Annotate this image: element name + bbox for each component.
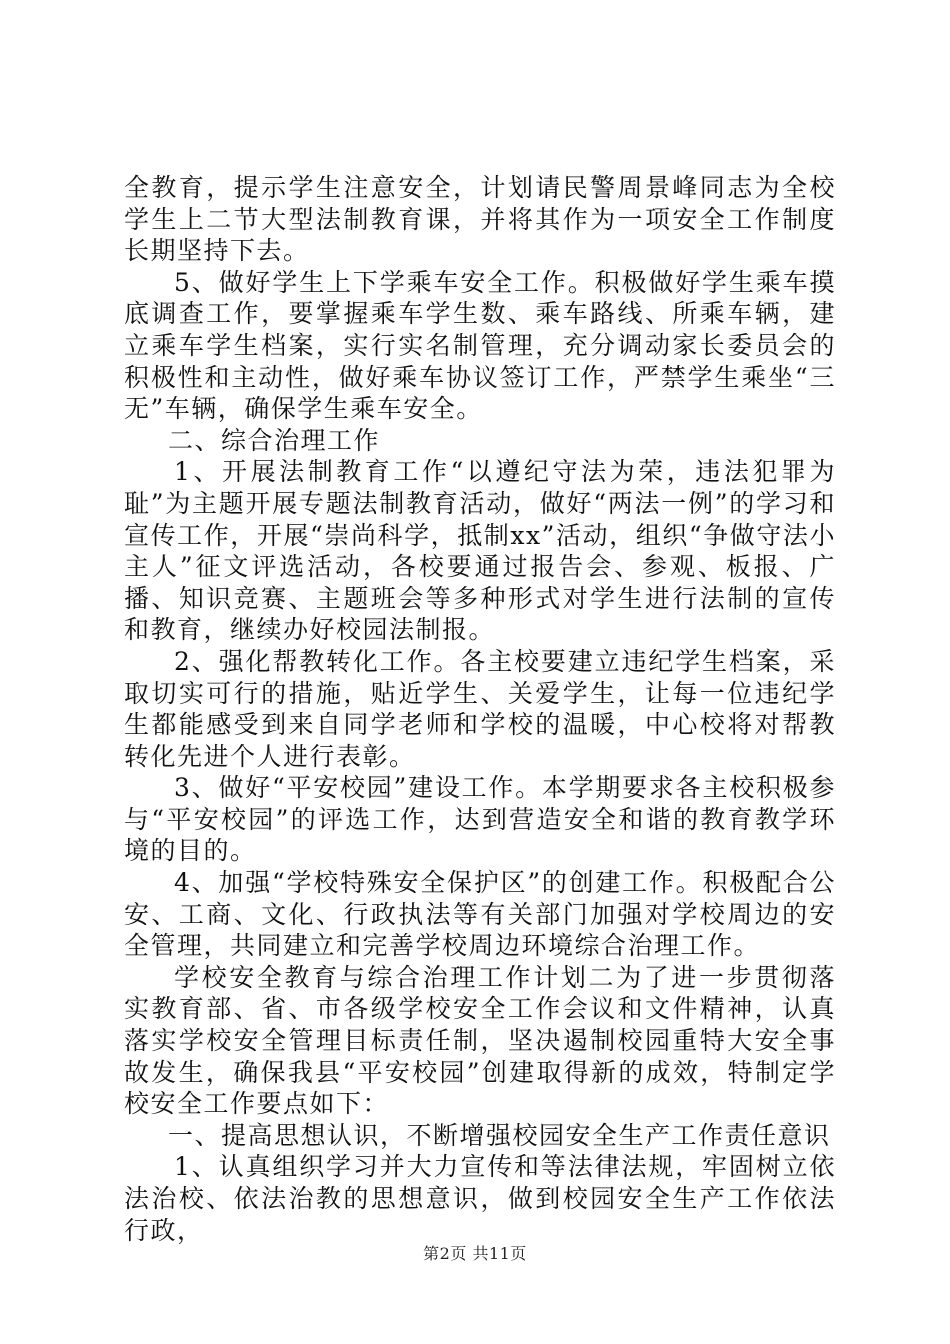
paragraph-item-2-assistance-transformation: 2、强化帮教转化工作。各主校要建立违纪学生档案，采取切实可行的措施，贴近学生、关爱学生，让每一位违纪学生都能感受到来自同学老师和学校的温暖，中心校将对帮教转化先进个人进行表彰。 [124, 646, 836, 771]
section-heading-comprehensive-governance: 二、综合治理工作 [168, 425, 381, 455]
paragraph-item-4-protection-zone: 4、加强“学校特殊安全保护区”的创建工作。积极配合公安、工商、文化、行政执法等有关部门加强对学校周边的安全管理，共同建立和完善学校周边环境综合治理工作。 [124, 868, 836, 961]
paragraph-item-3-safe-campus: 3、做好“平安校园”建设工作。本学期要求各主校积极参与“平安校园”的评选工作，达到营造安全和谐的教育教学环境的目的。 [124, 773, 836, 866]
paragraph-item-5-bus-safety: 5、做好学生上下学乘车安全工作。积极做好学生乘车摸底调查工作，要掌握乘车学生数、乘车路线、所乘车辆，建立乘车学生档案，实行实名制管理，充分调动家长委员会的积极性和主动性，做好乘车协议签订工作，严禁学生乘坐“三无”车辆，确保学生乘车安全。 [124, 267, 836, 424]
section-heading-awareness: 一、提高思想认识，不断增强校园安全生产工作责任意识 [168, 1120, 831, 1150]
paragraph-continuation: 全教育，提示学生注意安全，计划请民警周景峰同志为全校学生上二节大型法制教育课，并将其作为一项安全工作制度长期坚持下去。 [124, 173, 836, 266]
paragraph-plan-two-intro: 学校安全教育与综合治理工作计划二为了进一步贯彻落实教育部、省、市各级学校安全工作会议和文件精神，认真落实学校安全管理目标责任制，坚决遏制校园重特大安全事故发生，确保我县“平安校园”创建取得新的成效，特制定学校安全工作要点如下： [124, 962, 836, 1119]
document-body [124, 172, 836, 1246]
paragraph-item-1-study-laws: 1、认真组织学习并大力宣传和等法律法规，牢固树立依法治校、依法治教的思想意识，做到校园安全生产工作依法行政， [124, 1152, 836, 1245]
page-footer: 第2页 共11页 [423, 1244, 527, 1263]
paragraph-item-1-legal-education: 1、开展法制教育工作“以遵纪守法为荣，违法犯罪为耻”为主题开展专题法制教育活动，做好“两法一例”的学习和宣传工作，开展“崇尚科学，抵制xx”活动，组织“争做守法小主人”征文评选活动，各校要通过报告会、参观、板报、广播、知识竞赛、主题班会等多种形式对学生进行法制的宣传和教育，继续办好校园法制报。 [124, 457, 836, 645]
